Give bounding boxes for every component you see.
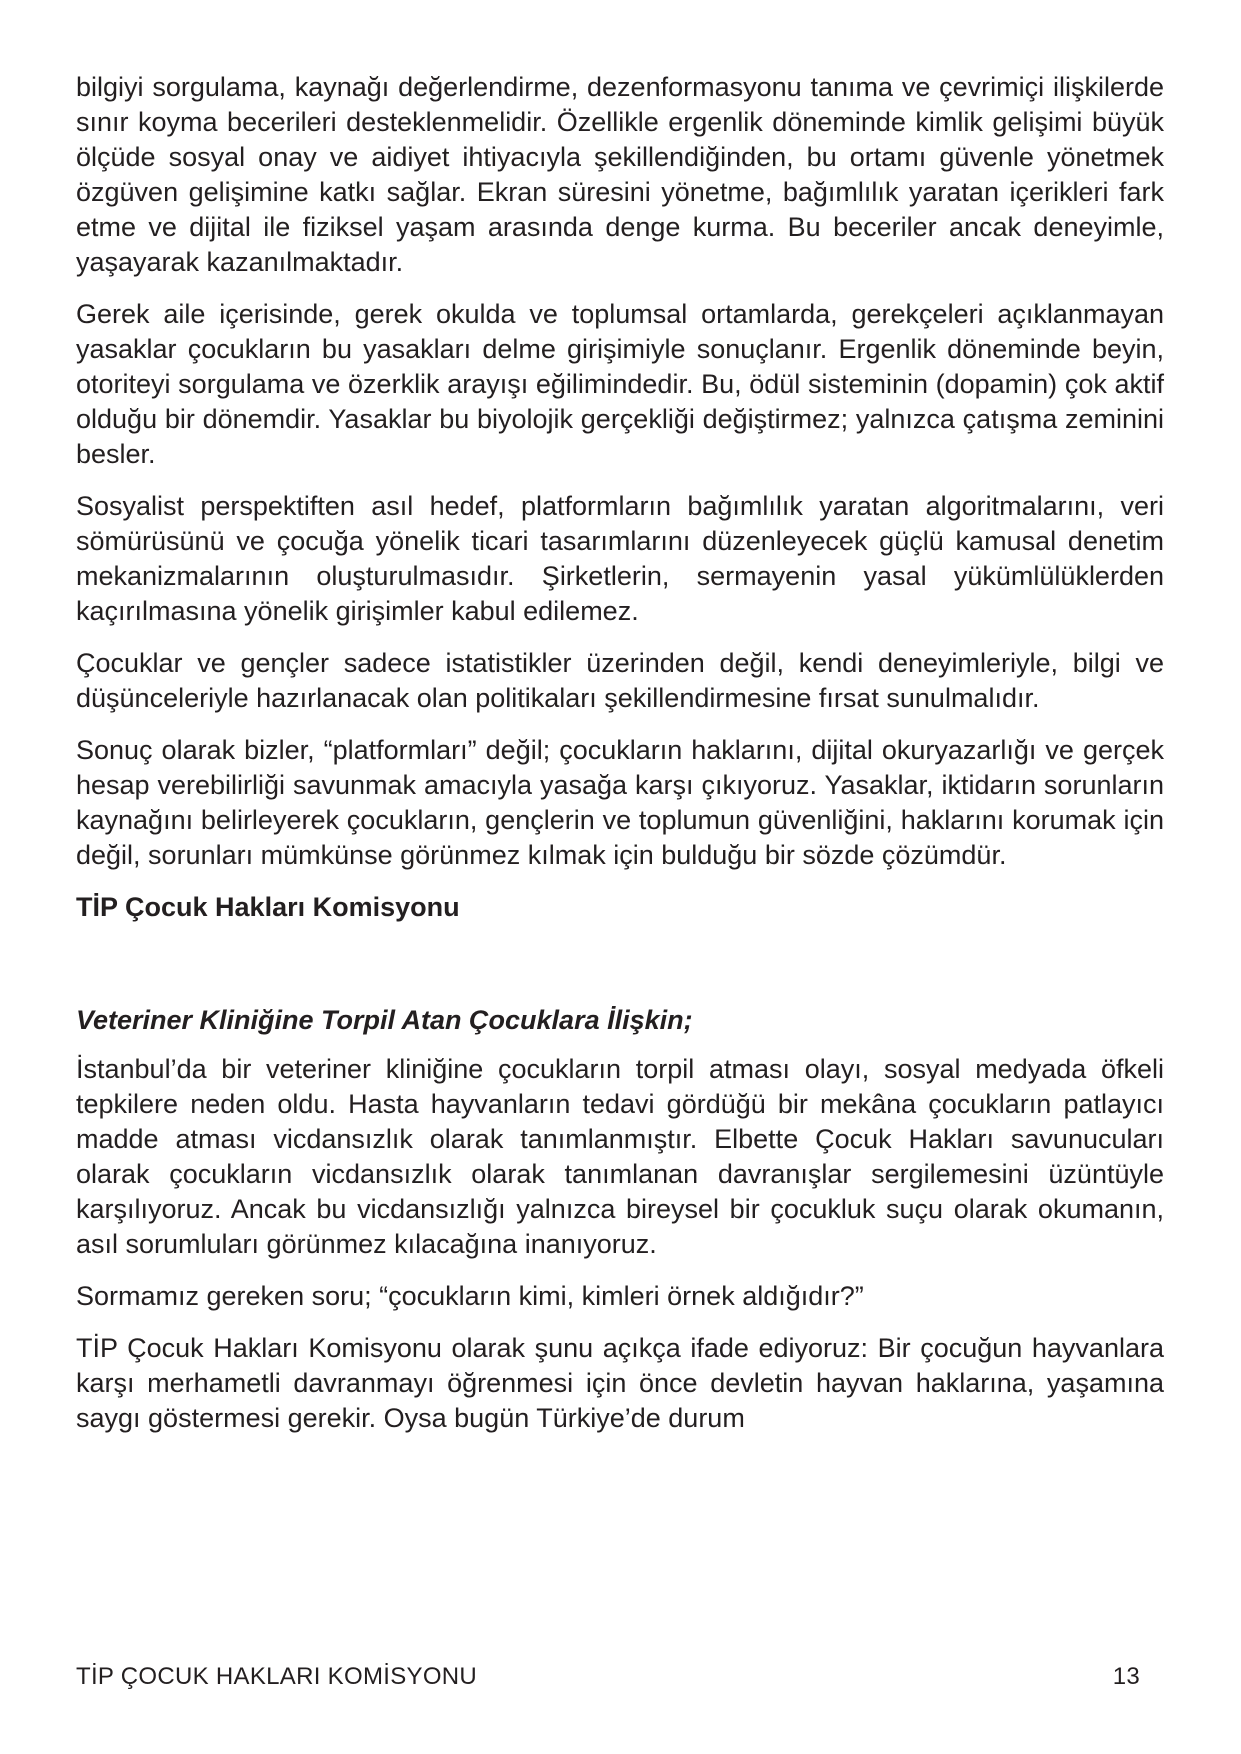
- section-title: Veteriner Kliniğine Torpil Atan Çocuklara İlişkin;: [76, 1005, 693, 1035]
- paragraph: Sosyalist perspektiften asıl hedef, platformların bağımlılık yaratan algoritmalarını, veri sömürüsünü ve çocuğa yönelik ticari tasarımlarını düzenleyecek güçlü kamusal denetim mekanizmalarının oluşturulmasıdır. Şirketlerin, sermayenin yasal yükümlülüklerden kaçırılmasına yönelik girişimler kabul edilemez.: [76, 491, 1164, 626]
- paragraph: Gerek aile içerisinde, gerek okulda ve toplumsal ortamlarda, gerekçeleri açıklanmayan yasaklar çocukların bu yasakları delme girişimiyle sonuçlanır. Ergenlik döneminde beyin, otoriteyi sorgulama ve özerklik arayışı eğilimindedir. Bu, ödül sisteminin (dopamin) çok aktif olduğu bir dönemdir. Yasaklar bu biyolojik gerçekliği değiştirmez; yalnızca çatışma zeminini besler.: [76, 299, 1164, 469]
- paragraph: Çocuklar ve gençler sadece istatistikler üzerinden değil, kendi deneyimleriyle, bilgi ve düşünceleriyle hazırlanacak olan politikaları şekillendirmesine fırsat sunulmalıdır.: [76, 648, 1164, 713]
- signature: TİP Çocuk Hakları Komisyonu: [76, 892, 460, 922]
- paragraph: Sonuç olarak bizler, “platformları” değil; çocukların haklarını, dijital okuryazarlığı ve gerçek hesap verebilirliği savunmak amacıyla yasağa karşı çıkıyoruz. Yasaklar, iktidarın sorunların kaynağını belirleyerek çocukların, gençlerin ve toplumun güvenliğini, haklarını korumak için değil, sorunları mümkünse görünmez kılmak için bulduğu bir sözde çözümdür.: [76, 735, 1164, 870]
- paragraph: TİP Çocuk Hakları Komisyonu olarak şunu açıkça ifade ediyoruz: Bir çocuğun hayvanlara karşı merhametli davranmayı öğrenmesi için önce devletin hayvan haklarına, yaşamına saygı göstermesi gerekir. Oysa bugün Türkiye’de durum: [76, 1333, 1164, 1433]
- paragraph: İstanbul’da bir veteriner kliniğine çocukların torpil atması olayı, sosyal medyada öfkeli tepkilere neden oldu. Hasta hayvanların tedavi gördüğü bir mekâna çocukların patlayıcı madde atması vicdansızlık olarak tanımlanmıştır. Elbette Çocuk Hakları savunucuları olarak çocukların vicdansızlık olarak tanımlanan davranışlar sergilemesini üzüntüyle karşılıyoruz. Ancak bu vicdansızlığı yalnızca bireysel bir çocukluk suçu olarak okumanın, asıl sorumluları görünmez kılacağına inanıyoruz.: [76, 1054, 1164, 1259]
- page-content: [76, 70, 1164, 1453]
- page-footer: [76, 1662, 1140, 1692]
- page-number: 13: [1112, 1663, 1140, 1690]
- paragraph: Sormamız gereken soru; “çocukların kimi, kimleri örnek aldığıdır?”: [76, 1281, 864, 1311]
- paragraph: bilgiyi sorgulama, kaynağı değerlendirme, dezenformasyonu tanıma ve çevrimiçi ilişkilerde sınır koyma becerileri desteklenmelidir. Özellikle ergenlik döneminde kimlik gelişimi büyük ölçüde sosyal onay ve aidiyet ihtiyacıyla şekillendiğinden, bu ortamı güvenle yönetmek özgüven gelişimine katkı sağlar. Ekran süresini yönetme, bağımlılık yaratan içerikleri fark etme ve dijital ile fiziksel yaşam arasında denge kurma. Bu beceriler ancak deneyimle, yaşayarak kazanılmaktadır.: [76, 72, 1164, 277]
- footer-publisher: TİP ÇOCUK HAKLARI KOMİSYONU: [76, 1663, 478, 1690]
